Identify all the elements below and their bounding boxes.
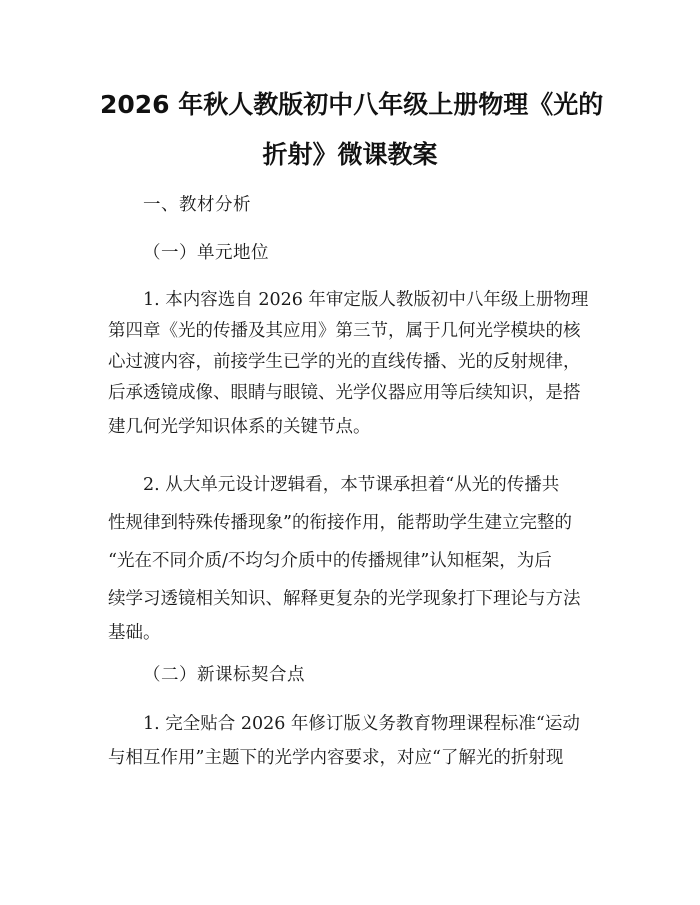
paragraph-line: 1. 本内容选自 2026 年审定版人教版初中八年级上册物理 bbox=[143, 290, 589, 310]
paragraph-line: 第四章《光的传播及其应用》第三节，属于几何光学模块的核 bbox=[108, 321, 581, 341]
document-title-line-1: 2026 年秋人教版初中八年级上册物理《光的 bbox=[100, 90, 604, 119]
paragraph-line: 1. 完全贴合 2026 年修订版义务教育物理课程标准“运动 bbox=[143, 714, 580, 734]
paragraph-line: “光在不同介质/不均匀介质中的传播规律”认知框架，为后 bbox=[108, 551, 552, 571]
subsection-heading-unit-position: （一）单元地位 bbox=[143, 243, 269, 263]
paragraph-line: 基础。 bbox=[108, 623, 161, 643]
paragraph-line: 后承透镜成像、眼睛与眼镜、光学仪器应用等后续知识，是搭 bbox=[108, 383, 581, 403]
paragraph-line: 性规律到特殊传播现象”的衔接作用，能帮助学生建立完整的 bbox=[108, 513, 572, 533]
document-title-line-2: 折射》微课教案 bbox=[262, 140, 438, 169]
section-heading-textbook-analysis: 一、教材分析 bbox=[143, 195, 251, 215]
paragraph-line: 续学习透镜相关知识、解释更复杂的光学现象打下理论与方法 bbox=[108, 589, 581, 609]
paragraph-line: 与相互作用”主题下的光学内容要求，对应“了解光的折射现 bbox=[108, 748, 564, 768]
subsection-heading-curriculum-alignment: （二）新课标契合点 bbox=[143, 665, 305, 685]
paragraph-line: 建几何光学知识体系的关键节点。 bbox=[108, 417, 371, 437]
paragraph-line: 2. 从大单元设计逻辑看，本节课承担着“从光的传播共 bbox=[143, 475, 560, 495]
paragraph-line: 心过渡内容，前接学生已学的光的直线传播、光的反射规律， bbox=[108, 352, 581, 372]
